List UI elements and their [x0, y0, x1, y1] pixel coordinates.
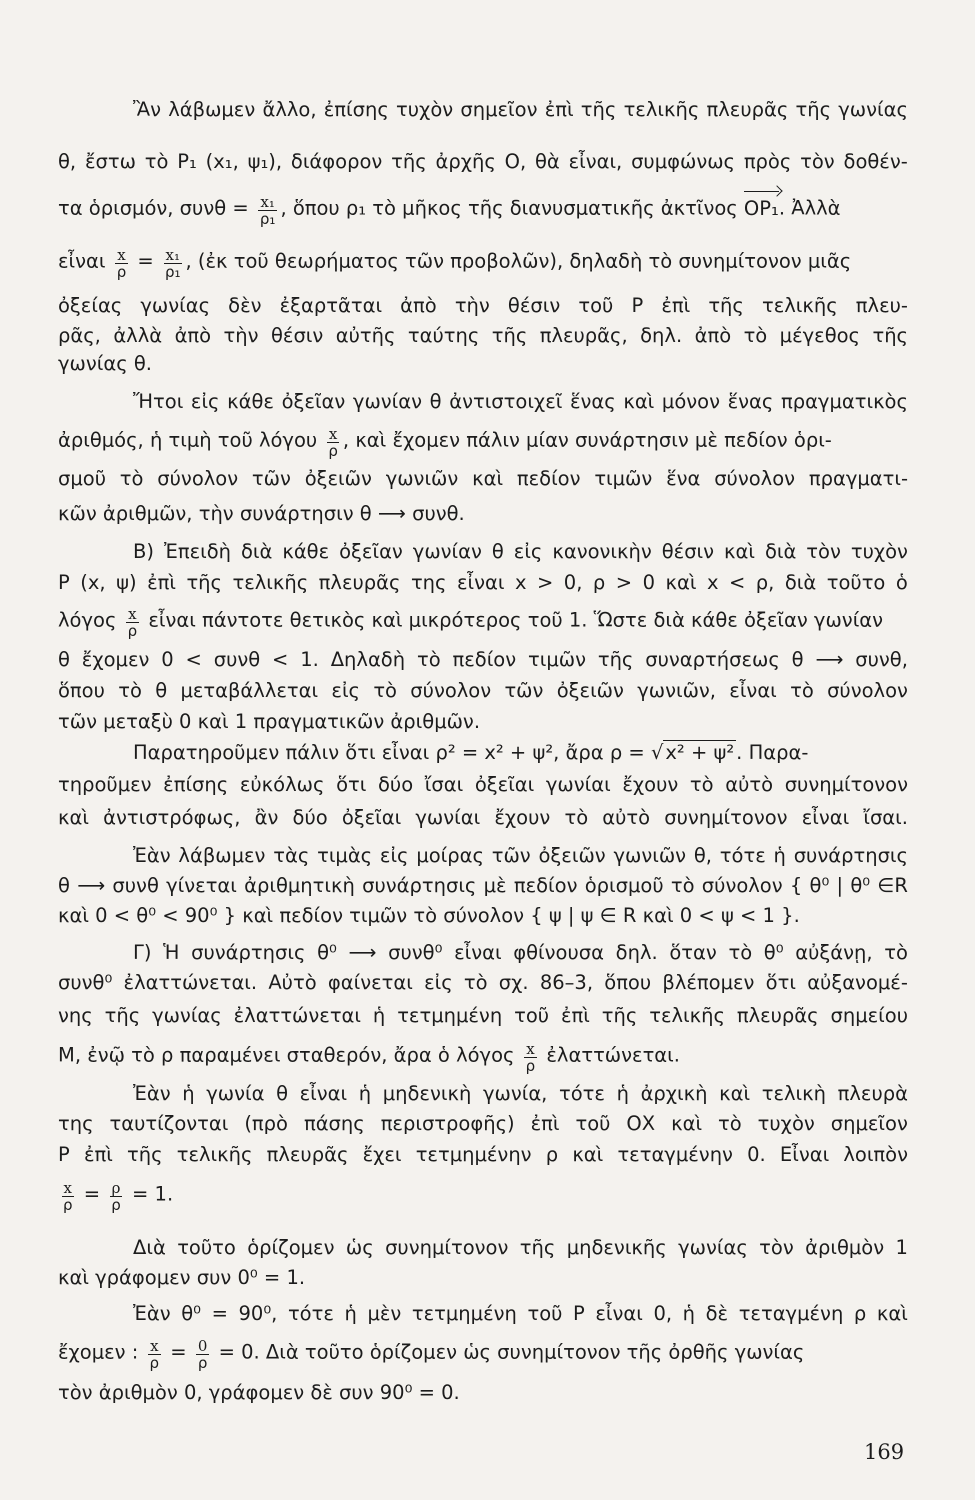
text-line: συνθ⁰ ἐλαττώνεται. Αὐτὸ φαίνεται εἰς τὸ σχ. 86–3, ὅπου βλέπομεν ὅτι αὐξανομέ-: [58, 971, 908, 994]
text-line: Β) Ἐπειδὴ διὰ κάθε ὀξεῖαν γωνίαν θ εἰς κανονικὴν θέσιν καὶ διὰ τὸν τυχὸν: [133, 540, 908, 563]
fraction-numerator: x: [150, 1337, 159, 1355]
text-line: γωνίας θ.: [58, 352, 152, 375]
fraction-numerator: ρ: [111, 1179, 121, 1197]
text-line: καὶ γράφομεν συν 0⁰ = 1.: [58, 1266, 306, 1289]
fraction-numerator: x₁: [260, 193, 275, 211]
text-line: Ἂν λάβωμεν ἄλλο, ἐπίσης τυχὸν σημεῖον ἐπὶ τῆς τελικῆς πλευρᾶς τῆς γωνίας: [133, 98, 908, 121]
text-span: Παρατηροῦμεν πάλιν ὅτι εἶναι ρ² = x² + ψ², ἄρα ρ = √: [133, 741, 664, 764]
fraction: [115, 247, 129, 281]
text-line: P ἐπὶ τῆς τελικῆς πλευρᾶς ἔχει τετμημένην ρ καὶ τεταγμένην 0. Εἶναι λοιπὸν: [58, 1143, 908, 1166]
fraction: [258, 194, 278, 228]
text-line: καὶ ἀντιστρόφως, ἂν δύο ὀξεῖαι γωνίαι ἔχουν τὸ αὐτὸ συνημίτονον εἶναι ἴσαι.: [58, 806, 908, 829]
text-line: νης τῆς γωνίας ἐλαττώνεται ἡ τετμημένη τοῦ ἐπὶ τῆς τελικῆς πλευρᾶς σημείου: [58, 1004, 908, 1027]
fraction: [126, 606, 140, 640]
fraction: [326, 426, 340, 460]
text-line: Ἐὰν θ⁰ = 90⁰, τότε ἡ μὲν τετμημένη τοῦ P εἶναι 0, ἡ δὲ τεταγμένη ρ καὶ: [133, 1302, 908, 1325]
text-span: , ὅπου ρ₁ τὸ μῆκος τῆς διανυσματικῆς ἀκτῖνος: [280, 196, 738, 220]
text-span: ἀριθμός, ἡ τιμὴ τοῦ λόγου: [58, 428, 318, 452]
fraction: [109, 1180, 123, 1214]
fraction-numerator: 0: [197, 1337, 208, 1355]
fraction: [163, 247, 183, 281]
fraction-numerator: x: [63, 1179, 72, 1197]
text-span: , καὶ ἔχομεν πάλιν μίαν συνάρτησιν μὲ πεδίον ὁρι-: [342, 428, 832, 452]
text-span: εἶναι: [58, 249, 106, 273]
text-line: σμοῦ τὸ σύνολον τῶν ὀξειῶν γωνιῶν καὶ πεδίον τιμῶν ἕνα σύνολον πραγματι-: [58, 467, 908, 490]
text-span: . Ἀλλὰ: [778, 196, 841, 220]
text-line: Ἐὰν λάβωμεν τὰς τιμὰς εἰς μοίρας τῶν ὀξειῶν γωνιῶν θ, τότε ἡ συνάρτησις: [133, 844, 908, 867]
text-line: Διὰ τοῦτο ὁρίζομεν ὡς συνημίτονον τῆς μηδενικῆς γωνίας τὸν ἀριθμὸν 1: [133, 1236, 908, 1259]
text-line: κῶν ἀριθμῶν, τὴν συνάρτησιν θ ⟶ συνθ.: [58, 502, 465, 525]
fraction-denominator: ρ: [127, 622, 138, 640]
fraction-numerator: x: [328, 425, 338, 443]
text-line: τῶν μεταξὺ 0 καὶ 1 πραγματικῶν ἀριθμῶν.: [58, 710, 481, 733]
text-line: P (x, ψ) ἐπὶ τῆς τελικῆς πλευρᾶς της εἶναι x > 0, ρ > 0 καὶ x < ρ, διὰ τοῦτο ὁ: [58, 571, 908, 594]
fraction: [524, 1041, 538, 1075]
text-span: =: [170, 1340, 187, 1364]
text-line: Ἐὰν ἡ γωνία θ εἶναι ἡ μηδενικὴ γωνία, τότε ἡ ἀρχικὴ καὶ τελικὴ πλευρὰ: [133, 1082, 908, 1105]
text-line: θ, ἔστω τὸ P₁ (x₁, ψ₁), διάφορον τῆς ἀρχῆς Ο, θὰ εἶναι, συμφώνως πρὸς τὸν δοθέν-: [58, 150, 908, 173]
text-line: Γ) Ἡ συνάρτησις θ⁰ ⟶ συνθ⁰ εἶναι φθίνουσα δηλ. ὅταν τὸ θ⁰ αὐξάνῃ, τὸ: [133, 941, 908, 964]
text-line: ὀξείας γωνίας δὲν ἐξαρτᾶται ἀπὸ τὴν θέσιν τοῦ P ἐπὶ τῆς τελικῆς πλευ-: [58, 294, 908, 317]
fraction-numerator: x: [117, 246, 126, 264]
text-span: Μ, ἐνῷ τὸ ρ παραμένει σταθερόν, ἄρα ὁ λόγος: [58, 1043, 515, 1067]
text-line: θ ⟶ συνθ γίνεται ἀριθμητικὴ συνάρτησις μὲ πεδίον ὁρισμοῦ τὸ σύνολον { θ⁰ | θ⁰ ∈R: [58, 874, 908, 897]
text-span: = 0. Διὰ τοῦτο ὁρίζομεν ὡς συνημίτονον τῆς ὀρθῆς γωνίας: [218, 1340, 805, 1364]
fraction-denominator: ρ: [63, 1196, 73, 1214]
fraction-denominator: ρ: [328, 442, 338, 460]
fraction: [148, 1338, 162, 1372]
text-span: = 1.: [132, 1182, 174, 1206]
page-number: 169: [864, 1440, 905, 1464]
fraction-denominator: ρ: [111, 1196, 121, 1214]
text-line: καὶ 0 < θ⁰ < 90⁰ } καὶ πεδίον τιμῶν τὸ σύνολον { ψ | ψ ∈ R καὶ 0 < ψ < 1 }.: [58, 904, 800, 927]
text-span: λόγος: [58, 608, 117, 632]
text-span: , (ἐκ τοῦ θεωρήματος τῶν προβολῶν), δηλαδὴ τὸ συνημίτονον μιᾶς: [185, 249, 852, 273]
fraction: [61, 1180, 75, 1214]
text-line: [58, 245, 908, 279]
fraction-denominator: ρ₁: [259, 210, 276, 228]
text-line: Ἤτοι εἰς κάθε ὀξεῖαν γωνίαν θ ἀντιστοιχεῖ ἕνας καὶ μόνον ἕνας πραγματικὸς: [133, 390, 908, 413]
text-line: [58, 604, 908, 638]
text-line: ὅπου τὸ θ μεταβάλλεται εἰς τὸ σύνολον τῶν ὀξειῶν γωνιῶν, εἶναι τὸ σύνολον: [58, 679, 908, 702]
fraction-denominator: ρ: [116, 263, 127, 281]
text-span: =: [137, 249, 154, 273]
text-span: εἶναι πάντοτε θετικὸς καὶ μικρότερος τοῦ 1. Ὥστε διὰ κάθε ὀξεῖαν γωνίαν: [148, 608, 884, 632]
text-span: τα ὁρισμόν, συνθ =: [58, 196, 249, 220]
text-line: τὸν ἀριθμὸν 0, γράφομεν δὲ συν 90⁰ = 0.: [58, 1381, 460, 1404]
fraction-denominator: ρ: [525, 1057, 536, 1075]
fraction-denominator: ρ₁: [164, 263, 181, 281]
text-line: της ταυτίζονται (πρὸ πάσης περιστροφῆς) ἐπὶ τοῦ ΟΧ καὶ τὸ τυχὸν σημεῖον: [58, 1112, 908, 1135]
vector-op1: OP₁: [743, 196, 779, 220]
fraction: [196, 1338, 210, 1372]
text-line: [58, 1178, 908, 1212]
fraction-denominator: ρ: [149, 1354, 160, 1372]
text-line: [58, 1039, 908, 1073]
radicand: x² + ψ²: [665, 741, 735, 764]
text-line: τηροῦμεν ἐπίσης εὐκόλως ὅτι δύο ἴσαι ὀξεῖαι γωνίαι ἔχουν τὸ αὐτὸ συνημίτονον: [58, 773, 908, 796]
fraction-numerator: x: [526, 1040, 535, 1058]
text-line: [58, 1336, 908, 1370]
text-span: =: [83, 1182, 101, 1206]
text-line: ρᾶς, ἀλλὰ ἀπὸ τὴν θέσιν αὐτῆς ταύτης τῆς πλευρᾶς, δηλ. ἀπὸ τὸ μέγεθος τῆς: [58, 324, 908, 347]
fraction-numerator: x: [128, 605, 137, 623]
text-span: ἐλαττώνεται.: [546, 1043, 680, 1067]
text-line: θ ἔχομεν 0 < συνθ < 1. Δηλαδὴ τὸ πεδίον τιμῶν τῆς συναρτήσεως θ ⟶ συνθ,: [58, 648, 908, 671]
text-line: [58, 192, 908, 226]
text-line: [58, 741, 908, 765]
text-span: . Παρα-: [736, 741, 809, 764]
text-line: [58, 424, 908, 458]
text-span: ἔχομεν :: [58, 1340, 139, 1364]
fraction-denominator: ρ: [197, 1354, 208, 1372]
fraction-numerator: x₁: [165, 246, 180, 264]
